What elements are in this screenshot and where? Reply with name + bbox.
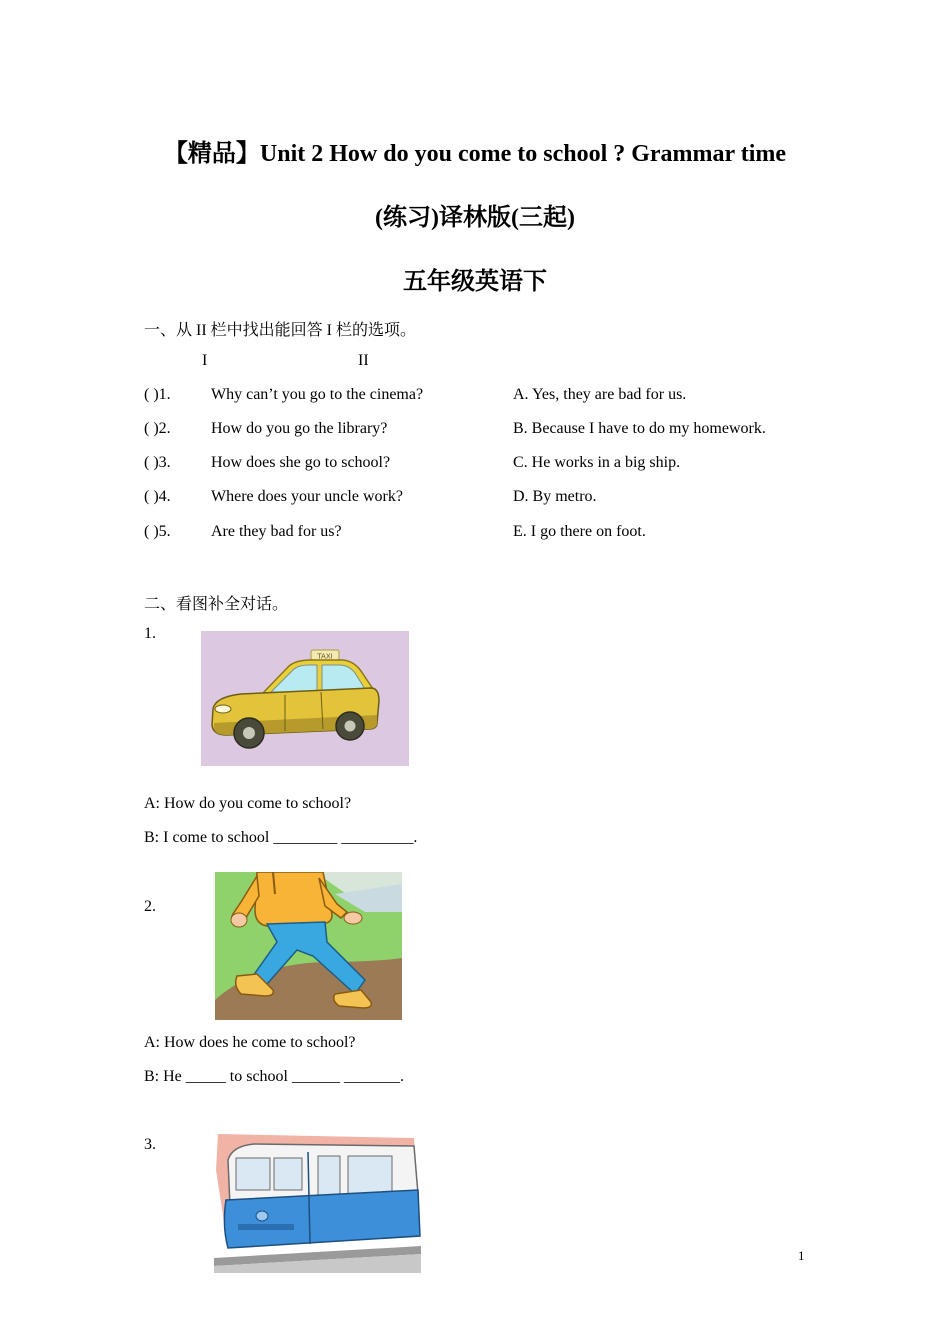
title-line-2: (练习)译林版(三起)	[375, 205, 575, 231]
title-line-3: 五年级英语下	[403, 269, 547, 295]
question-text: How do you go the library?	[211, 420, 388, 437]
question-text: Why can’t you go to the cinema?	[211, 386, 424, 403]
taxi-sign-label: TAXI	[317, 652, 333, 661]
option-text: A. Yes, they are bad for us.	[513, 386, 687, 403]
question-text: Are they bad for us?	[211, 523, 342, 540]
item-number: 2.	[144, 898, 156, 915]
title-line-1: 【精品】Unit 2 How do you come to school ? Grammar time	[163, 141, 787, 167]
dialogue-line-a: A: How does he come to school?	[144, 1034, 356, 1051]
option-text: E. I go there on foot.	[513, 523, 646, 540]
question-text: Where does your uncle work?	[211, 488, 403, 505]
answer-blank[interactable]: ( )2.	[144, 420, 171, 437]
section1-heading: 一、从 II 栏中找出能回答 I 栏的选项。	[144, 322, 416, 339]
item-number: 3.	[144, 1136, 156, 1153]
question-text: How does she go to school?	[211, 454, 391, 471]
answer-blank[interactable]: ( )4.	[144, 488, 171, 505]
answer-blank[interactable]: ( )1.	[144, 386, 171, 403]
taxi-illustration	[201, 631, 409, 766]
option-text: B. Because I have to do my homework.	[513, 420, 766, 437]
column-ii-label: II	[358, 352, 369, 369]
answer-blank[interactable]: ( )5.	[144, 523, 171, 540]
option-text: D. By metro.	[513, 488, 597, 505]
answer-blank[interactable]: ( )3.	[144, 454, 171, 471]
page-number: 1	[798, 1248, 805, 1263]
walking-boy-illustration	[215, 872, 402, 1020]
dialogue-line-b[interactable]: B: He _____ to school ______ _______.	[144, 1068, 404, 1085]
item-number: 1.	[144, 625, 156, 642]
dialogue-line-a: A: How do you come to school?	[144, 795, 352, 812]
section2-heading: 二、看图补全对话。	[144, 596, 289, 613]
metro-train-illustration	[214, 1130, 421, 1273]
dialogue-line-b[interactable]: B: I come to school ________ _________.	[144, 829, 418, 846]
option-text: C. He works in a big ship.	[513, 454, 681, 471]
column-i-label: I	[202, 352, 208, 369]
